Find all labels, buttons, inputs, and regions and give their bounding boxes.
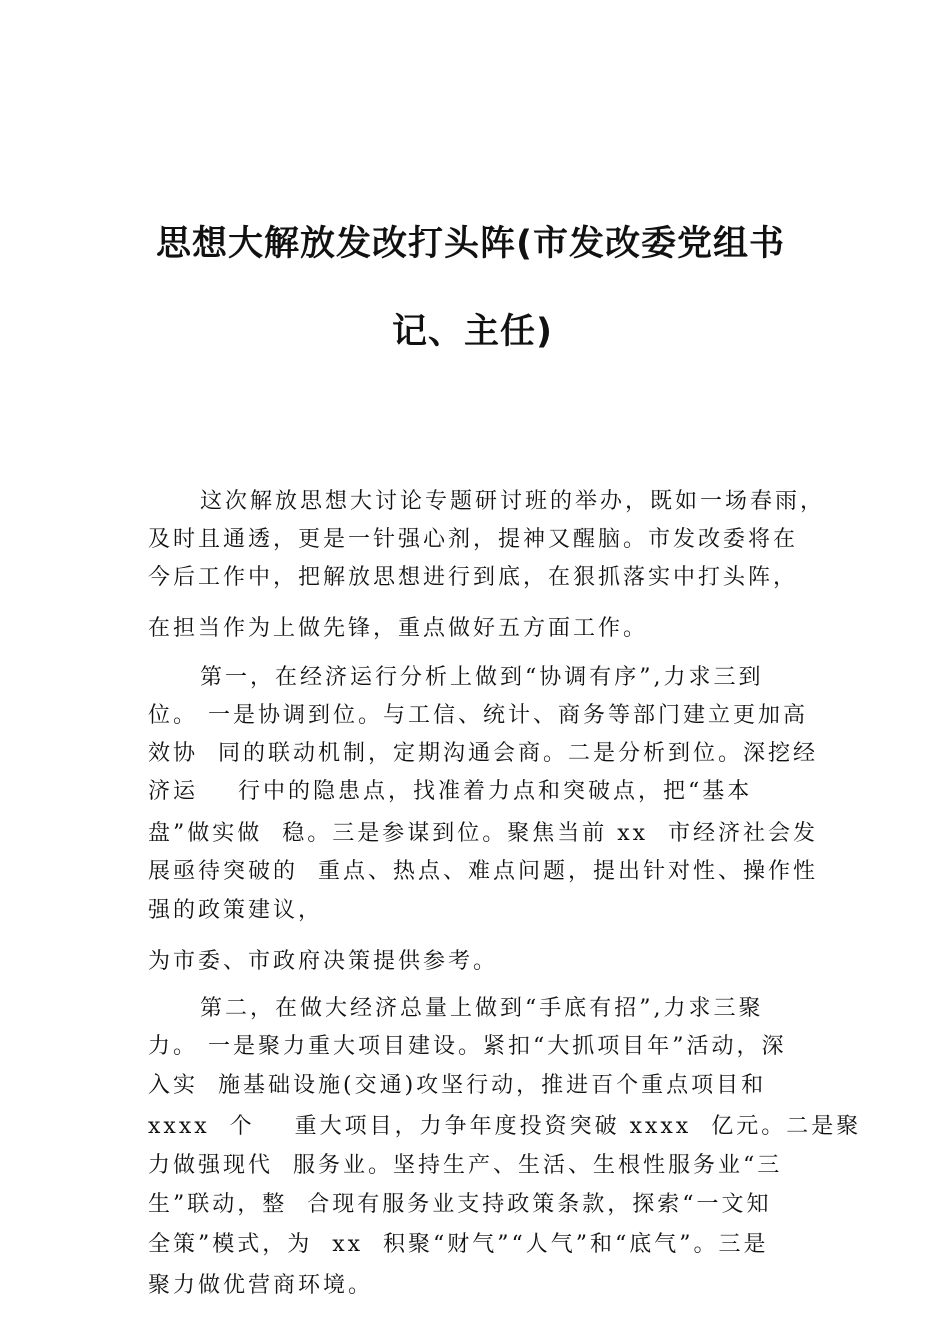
- paragraph-1-line-4: 在担当作为上做先锋，重点做好五方面工作。: [148, 616, 649, 641]
- paragraph-3-line-6: 生”联动，整 合现有服务业支持政策条款，探索“一文知: [148, 1192, 772, 1217]
- paragraph-2-line-6: 展亟待突破的 重点、热点、难点问题，提出针对性、操作性: [148, 859, 818, 884]
- paragraph-3-line-7: 全策”模式，为 xx 积聚“财气”“人气”和“底气”。三是: [148, 1232, 769, 1257]
- paragraph-3-line-5: 力做强现代 服务业。坚持生产、生活、生根性服务业“三: [148, 1153, 783, 1178]
- paragraph-2-line-5: 盘”做实做 稳。三是参谋到位。聚焦当前 xx 市经济社会发: [148, 821, 819, 846]
- paragraph-1-line-3: 今后工作中，把解放思想进行到底，在狠抓落实中打头阵，: [148, 565, 799, 590]
- paragraph-2-line-3: 效协 同的联动机制，定期沟通会商。二是分析到位。深挖经: [148, 741, 818, 766]
- paragraph-2-line-4: 济运 行中的隐患点，找准着力点和突破点，把“基本: [148, 779, 753, 804]
- paragraph-2-line-7: 强的政策建议，: [148, 898, 324, 923]
- paragraph-1-line-2: 及时且通透，更是一针强心剂，提神又醒脑。市发改委将在: [148, 527, 799, 552]
- paragraph-2-line-8: 为市委、市政府决策提供参考。: [148, 949, 499, 974]
- paragraph-3-line-4: xxxx 个 重大项目，力争年度投资突破 xxxx 亿元。二是聚: [148, 1114, 862, 1139]
- paragraph-2-line-2: 位。 一是协调到位。与工信、统计、商务等部门建立更加高: [148, 703, 808, 728]
- paragraph-3-line-8: 聚力做优营商环境。: [148, 1273, 374, 1298]
- document-title-line-1: 思想大解放发改打头阵(市发改委党组书: [156, 224, 785, 264]
- paragraph-3-line-2: 力。 一是聚力重大项目建设。紧扣“大抓项目年”活动，深: [148, 1034, 787, 1059]
- document-title-line-2: 记、主任): [392, 312, 553, 352]
- paragraph-1-line-1: 这次解放思想大讨论专题研讨班的举办，既如一场春雨，: [200, 489, 826, 514]
- paragraph-3-line-3: 入实 施基础设施(交通)攻坚行动，推进百个重点项目和: [148, 1073, 767, 1098]
- paragraph-2-line-1: 第一，在经济运行分析上做到“协调有序”,力求三到: [200, 665, 764, 690]
- paragraph-3-line-1: 第二，在做大经济总量上做到“手底有招”,力求三聚: [200, 996, 764, 1021]
